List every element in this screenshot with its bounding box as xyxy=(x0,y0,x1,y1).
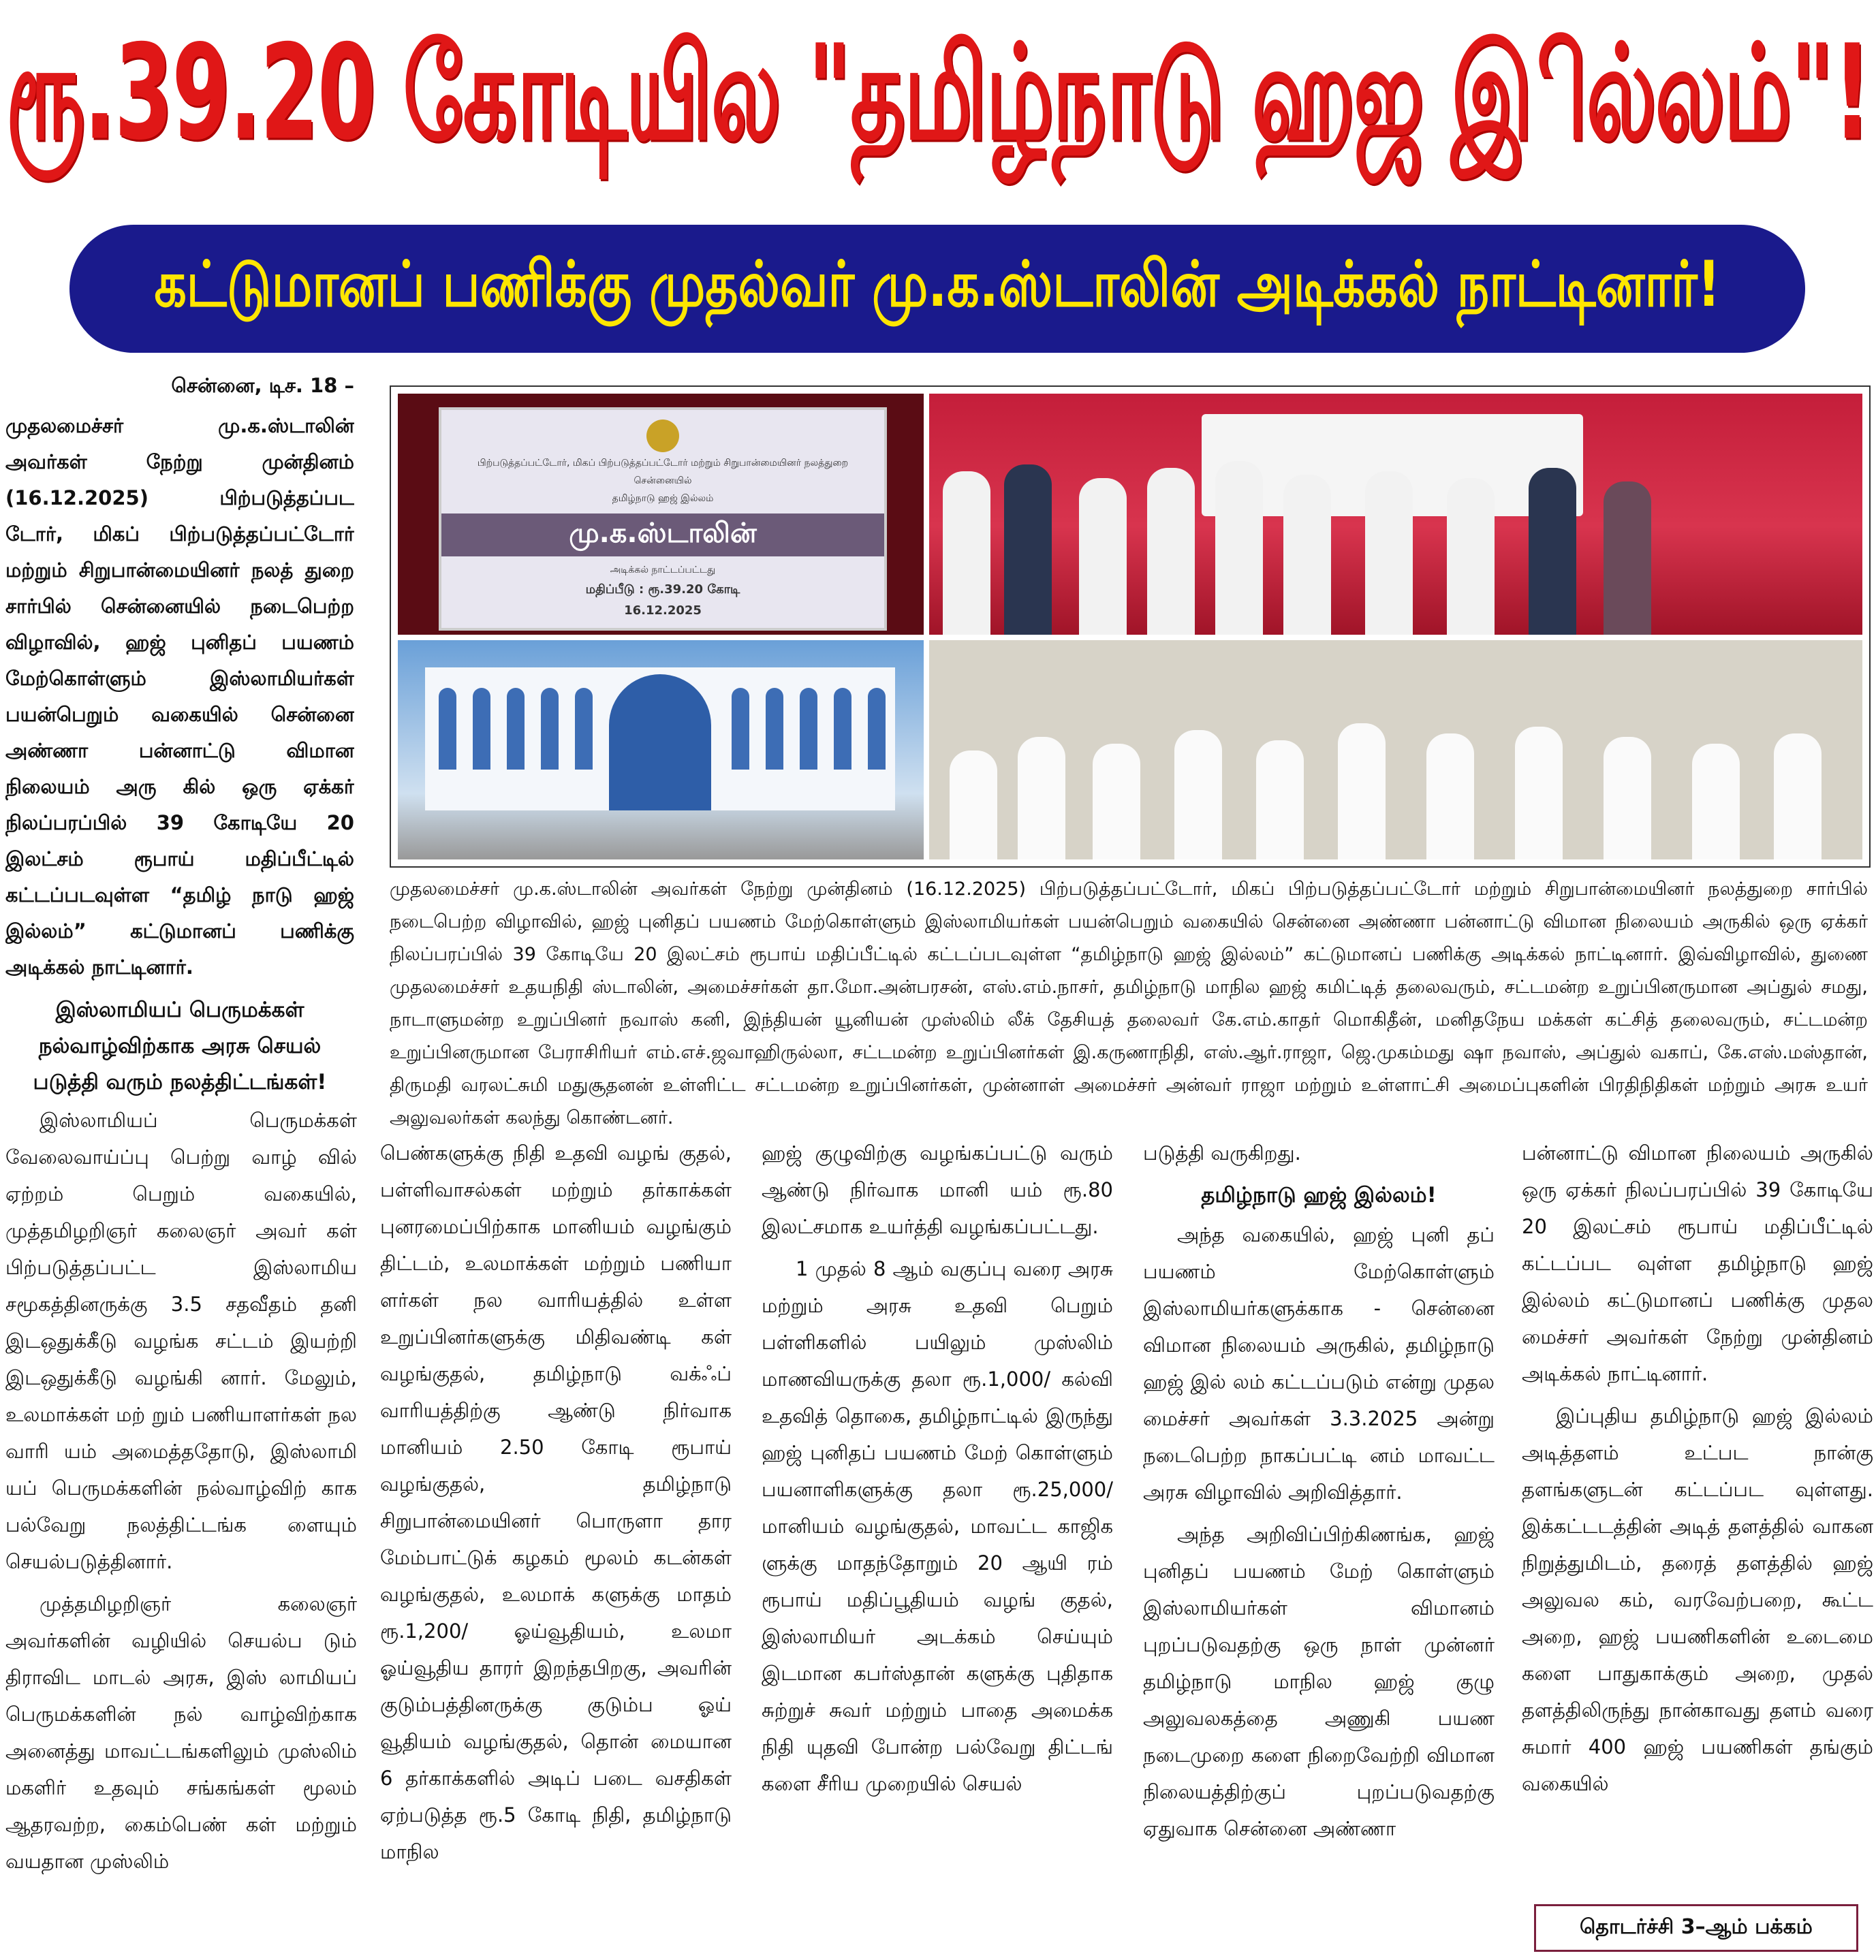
person-figure xyxy=(1447,478,1495,635)
paragraph: பன்னாட்டு விமான நிலையம் அருகில் ஒரு ஏக்கர் நிலப்பரப்பில் 39 கோடியே 20 இலட்சம் ரூபாய் மதிப்பீட்டில் கட்டப்பட வுள்ள தமிழ்நாடு ஹஜ் இல்லம் கட்டுமானப் பணிக்கு முதல மைச்சர் அவர்கள் நேற்று முன்தினம் அடிக்கல் நாட்டினார். xyxy=(1522,1141,1873,1385)
ceremony-stage-photo xyxy=(929,394,1862,635)
person-figure xyxy=(1215,461,1263,635)
person-figure xyxy=(1692,744,1740,859)
person-figure xyxy=(1365,471,1413,635)
audience-photo xyxy=(929,640,1862,859)
plaque-dept: பிற்படுத்தப்பட்டோர், மிகப் பிற்படுத்தப்பட்டோர் மற்றும் சிறுபான்மையினர் நலத்துறை xyxy=(477,458,849,469)
emblem-icon xyxy=(646,420,679,452)
column-4 xyxy=(1143,1135,1495,1952)
person-figure xyxy=(1147,468,1195,635)
window xyxy=(834,688,851,770)
person-figure xyxy=(1426,733,1474,859)
plaque-cost: மதிப்பீடு : ரூ.39.20 கோடி xyxy=(585,582,740,597)
person-figure xyxy=(1174,730,1222,859)
column-1 xyxy=(5,1102,357,1955)
paragraph: அந்த அறிவிப்பிற்கிணங்க, ஹஜ் புனிதப் பயணம் மேற் கொள்ளும் இஸ்லாமியர்கள் விமானம் புறப்படுவதற்கு ஒரு நாள் முன்னர் தமிழ்நாடு மாநில ஹஜ் குழு அலுவலகத்தை அணுகி பயண நடைமுறை களை நிறைவேற்றி விமான நிலையத்திற்குப் புறப்படுவதற்கு ஏதுவாக சென்னை அண்ணா xyxy=(1143,1523,1495,1840)
person-figure xyxy=(1529,468,1576,635)
photo-caption: முதலமைச்சர் மு.க.ஸ்டாலின் அவர்கள் நேற்று முன்தினம் (16.12.2025) பிற்படுத்தப்பட்டோர், மிகப் பிற்படுத்தப்பட்டோர் மற்றும் சிறுபான்மையினர் நலத்துறை சார்பில் நடைபெற்ற விழாவில், ஹஜ் புனிதப் பயணம் மேற்கொள்ளும் இஸ்லாமியர்கள் பயன்பெறும் வகையில் சென்னை அண்ணா பன்னாட்டு விமான நிலையம் அருகில் ஒரு ஏக்கர் நிலப்பரப்பில் 39 கோடியே 20 இலட்சம் ரூபாய் மதிப்பீட்டில் கட்டப்படவுள்ள “தமிழ்நாடு ஹஜ் இல்லம்” கட்டுமானப் பணிக்கு அடிக்கல் நாட்டினார். இவ்விழாவில், துணை முதலமைச்சர் உதயநிதி ஸ்டாலின், அமைச்சர்கள் தா.மோ.அன்பரசன், எஸ்.எம்.நாசர், தமிழ்நாடு மாநில ஹஜ் கமிட்டித் தலைவரும், சட்டமன்ற உறுப்பினருமான அப்துல் சமது, நாடாளுமன்ற உறுப்பினர் நவாஸ் கனி, இந்தியன் யூனியன் முஸ்லிம் லீக் தேசியத் தலைவர் கே.எம்.காதர் மொகிதீன், மனிதநேய மக்கள் கட்சித் தலைவரும், சட்டமன்ற உறுப்பினருமான பேராசிரியர் எம்.எச்.ஜவாஹிருல்லா, சட்டமன்ற உறுப்பினர்கள் இ.கருணாநிதி, எஸ்.ஆர்.ராஜா, ஜெ.முகம்மது ஷா நவாஸ், அப்துல் வகாப், கே.எஸ்.மஸ்தான், திருமதி வரலட்சுமி மதுசூதனன் உள்ளிட்ட சட்டமன்ற உறுப்பினர்கள், முன்னாள் அமைச்சர் அன்வர் ராஜா மற்றும் உள்ளாட்சி அமைப்புகளின் பிரதிநிதிகள் மற்றும் அரசு உயர் அலுவலர்கள் கலந்து கொண்டனர். xyxy=(390,879,1868,1128)
window xyxy=(868,688,886,770)
column-3 xyxy=(762,1135,1113,1952)
plaque-date: 16.12.2025 xyxy=(624,603,702,618)
lead-paragraph: முதலமைச்சர் மு.க.ஸ்டாலின் அவர்கள் நேற்று முன்தினம் (16.12.2025) பிற்படுத்தப்பட டோர், மிகப் பிற்படுத்தப்பட்டோர் மற்றும் சிறுபான்மையினர் நலத் துறை சார்பில் சென்னையில் நடைபெற்ற விழாவில், ஹஜ் புனிதப் பயணம் மேற்கொள்ளும் இஸ்லாமியர்கள் பயன்பெறும் வகையில் சென்னை அண்ணா பன்னாட்டு விமான நிலையம் அரு கில் ஒரு ஏக்கர் நிலப்பரப்பில் 39 கோடியே 20 இலட்சம் ரூபாய் மதிப்பீட்டில் கட்டப்படவுள்ள “தமிழ் நாடு ஹஜ் இல்லம்” கட்டுமானப் பணிக்கு அடிக்கல் நாட்டினார். xyxy=(5,414,354,979)
window xyxy=(439,688,456,770)
column-2 xyxy=(380,1135,732,1952)
window xyxy=(473,688,490,770)
person-figure xyxy=(1604,737,1651,859)
window xyxy=(800,688,817,770)
section-subhead: இஸ்லாமியப் பெருமக்கள் நல்வாழ்விற்காக அரசு செயல் படுத்தி வரும் நலத்திட்டங்கள்! xyxy=(33,998,327,1094)
person-figure xyxy=(943,471,990,635)
foundation-plaque xyxy=(439,407,887,631)
paragraph: ஹஜ் குழுவிற்கு வழங்கப்பட்டு வரும் ஆண்டு நிர்வாக மானி யம் ரூ.80 இலட்சமாக உயர்த்தி வழங்கப்பட்டது. xyxy=(762,1141,1113,1238)
person-figure xyxy=(1774,733,1822,859)
person-figure xyxy=(1604,481,1651,635)
headline: ரூ.39.20 கோடியில "தமிழ்நாடு ஹஜ இில்லம்"! xyxy=(5,17,1871,170)
window xyxy=(541,688,559,770)
continued-box: தொடர்ச்சி 3–ஆம் பக்கம் xyxy=(1534,1904,1858,1952)
person-figure xyxy=(950,750,997,859)
person-figure xyxy=(1079,478,1127,635)
plaque-project: தமிழ்நாடு ஹஜ் இல்லம் xyxy=(612,493,714,504)
column-5 xyxy=(1522,1135,1873,1891)
sub-banner xyxy=(69,225,1805,353)
section-subhead: தமிழ்நாடு ஹஜ் இல்லம்! xyxy=(1201,1183,1437,1207)
window xyxy=(507,688,525,770)
plaque-city: சென்னையில் xyxy=(634,475,692,486)
person-figure xyxy=(1093,744,1140,859)
sub-headline: கட்டுமானப் பணிக்கு முதல்வர் மு.க.ஸ்டாலின் அடிக்கல் நாட்டினார்! xyxy=(154,248,1721,321)
person-figure xyxy=(1256,740,1304,859)
paragraph: இஸ்லாமியப் பெருமக்கள் வேலைவாய்ப்பு பெற்று வாழ் வில் ஏற்றம் பெறும் வகையில், முத்தமிழறிஞர் கலைஞர் அவர் கள் பிற்படுத்தப்பட்ட இஸ்லாமிய சமூகத்தினருக்கு 3.5 சதவீதம் தனி இடஒதுக்கீடு வழங்க சட்டம் இயற்றி இடஒதுக்கீடு வழங்கி னார். மேலும், உலமாக்கள் மற் றும் பணியாளர்கள் நல வாரி யம் அமைத்ததோடு, இஸ்லாமி யப் பெருமக்களின் நல்வாழ்விற் காக பல்வேறு நலத்திட்டங்க ளையும் செயல்படுத்தினார். xyxy=(5,1109,357,1573)
haj-house-render xyxy=(425,667,895,810)
dateline: சென்னை, டிச. 18 – xyxy=(171,374,354,397)
plaque-name: மு.க.ஸ்டாலின் xyxy=(441,513,884,556)
foundation-plaque-photo xyxy=(398,394,924,635)
paragraph: இப்புதிய தமிழ்நாடு ஹஜ் இல்லம் அடித்தளம் உட்பட நான்கு தளங்களுடன் கட்டப்பட வுள்ளது. இக்கட்டடத்தின் அடித் தளத்தில் வாகன நிறுத்துமிடம், தரைத் தளத்தில் ஹஜ் அலுவல கம், வரவேற்பறை, கூட்ட அறை, ஹஜ் பயணிகளின் உடைமை களை பாதுகாக்கும் அறை, முதல் தளத்திலிருந்து நான்காவது தளம் வரை சுமார் 400 ஹஜ் பயணிகள் தங்கும் வகையில் xyxy=(1522,1404,1873,1795)
person-figure xyxy=(1004,464,1052,635)
paragraph: பெண்களுக்கு நிதி உதவி வழங் குதல், பள்ளிவாசல்கள் மற்றும் தர்காக்கள் புனரமைப்பிற்காக மானியம் வழங்கும் திட்டம், உலமாக்கள் மற்றும் பணியா ளர்கள் நல வாரியத்தில் உள்ள உறுப்பினர்களுக்கு மிதிவண்டி கள் வழங்குதல், தமிழ்நாடு வக்ஃப் வாரியத்திற்கு ஆண்டு நிர்வாக மானியம் 2.50 கோடி ரூபாய் வழங்குதல், தமிழ்நாடு சிறுபான்மையினர் பொருளா தார மேம்பாட்டுக் கழகம் மூலம் கடன்கள் வழங்குதல், உலமாக் களுக்கு மாதம் ரூ.1,200/ ஓய்வூதியம், உலமா ஓய்வூதிய தாரர் இறந்தபிறகு, அவரின் குடும்பத்தினருக்கு குடும்ப ஓய் வூதியம் வழங்குதல், தொன் மையான 6 தர்காக்களில் அடிப் படை வசதிகள் ஏற்படுத்த ரூ.5 கோடி நிதி, தமிழ்நாடு மாநில xyxy=(380,1141,732,1863)
person-figure xyxy=(1018,737,1065,859)
window xyxy=(732,688,749,770)
person-figure xyxy=(1283,475,1331,635)
building-render-photo xyxy=(398,640,924,859)
window xyxy=(575,688,593,770)
photo-collage xyxy=(390,385,1871,868)
paragraph: 1 முதல் 8 ஆம் வகுப்பு வரை அரசு மற்றும் அரசு உதவி பெறும் பள்ளிகளில் பயிலும் முஸ்லிம் மாணவியருக்கு தலா ரூ.1,000/ கல்வி உதவித் தொகை, தமிழ்நாட்டில் இருந்து ஹஜ் புனிதப் பயணம் மேற் கொள்ளும் பயனாளிகளுக்கு தலா ரூ.25,000/ மானியம் வழங்குதல், மாவட்ட காஜிக ளுக்கு மாதந்தோறும் 20 ஆயி ரம் ரூபாய் மதிப்பூதியம் வழங் குதல், இஸ்லாமியர் அடக்கம் செய்யும் இடமான கபர்ஸ்தான் களுக்கு புதிதாக சுற்றுச் சுவர் மற்றும் பாதை அமைக்க நிதி யுதவி போன்ற பல்வேறு திட்டங் களை சீரிய முறையில் செயல் xyxy=(762,1257,1113,1795)
headline-area xyxy=(0,0,1876,204)
paragraph: முத்தமிழறிஞர் கலைஞர் அவர்களின் வழியில் செயல்ப டும் திராவிட மாடல் அரசு, இஸ் லாமியப் பெருமக்களின் நல் வாழ்விற்காக அனைத்து மாவட்டங்களிலும் முஸ்லிம் மகளிர் உதவும் சங்கங்கள் மூலம் ஆதரவற்ற, கைம்பெண் கள் மற்றும் வயதான முஸ்லிம் xyxy=(5,1592,357,1873)
window xyxy=(766,688,783,770)
arch-entrance xyxy=(609,674,711,810)
plaque-note: அடிக்கல் நாட்டப்பட்டது xyxy=(610,565,716,575)
paragraph: படுத்தி வருகிறது. xyxy=(1143,1141,1301,1165)
person-figure xyxy=(1515,727,1563,859)
paragraph: அந்த வகையில், ஹஜ் புனி தப் பயணம் மேற்கொள்ளும் இஸ்லாமியர்களுக்காக - சென்னை விமான நிலையம் அருகில், தமிழ்நாடு ஹஜ் இல் லம் கட்டப்படும் என்று முதல மைச்சர் அவர்கள் 3.3.2025 அன்று நடைபெற்ற நாகப்பட்டி னம் மாவட்ட அரசு விழாவில் அறிவித்தார். xyxy=(1143,1223,1495,1504)
person-figure xyxy=(1338,723,1386,859)
